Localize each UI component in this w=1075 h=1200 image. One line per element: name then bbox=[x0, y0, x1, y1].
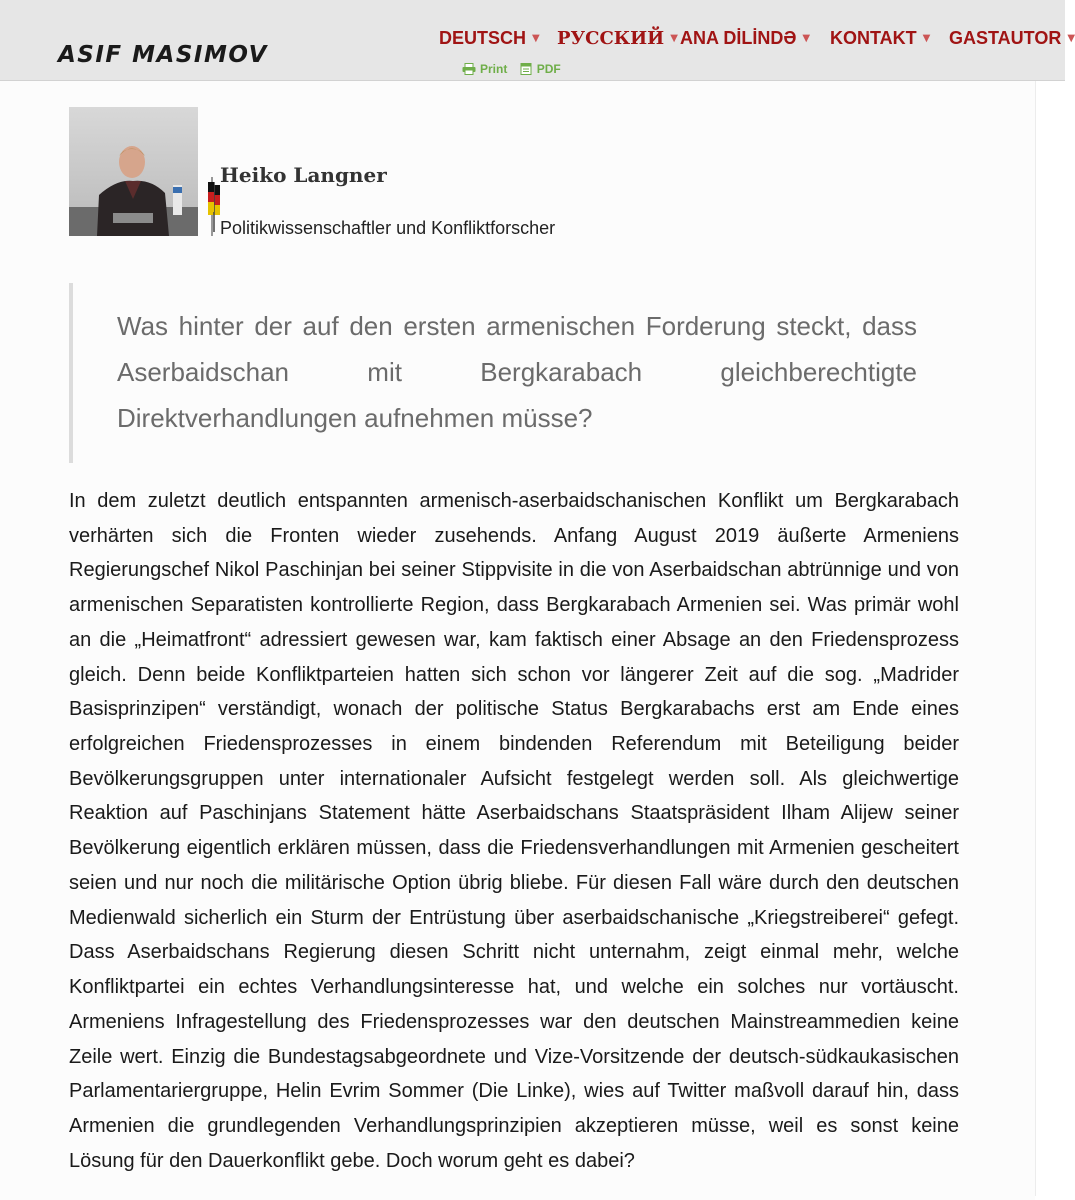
pdf-label: PDF bbox=[536, 62, 561, 76]
pdf-button[interactable] bbox=[519, 62, 561, 76]
dropdown-caret-icon: ▼ bbox=[802, 33, 811, 44]
page-scroll-gutter bbox=[1035, 81, 1066, 1196]
site-logo[interactable]: ASIF MASIMOV bbox=[58, 42, 268, 68]
nav-item-label: KONTAKT bbox=[830, 28, 917, 48]
print-button[interactable] bbox=[462, 62, 511, 76]
nav-item-gastautor[interactable] bbox=[949, 28, 1075, 49]
printer-icon bbox=[462, 63, 476, 75]
nav-item-russian[interactable] bbox=[557, 28, 678, 49]
nav-item-ana-dilinde[interactable] bbox=[680, 28, 810, 49]
nav-item-label: GASTAUTOR bbox=[949, 28, 1062, 48]
author-role: Politikwissenschaftler und Konfliktforscher bbox=[220, 218, 556, 238]
lead-quote-text: Was hinter der auf den ersten armenischen Forderung steckt, dass Aserbaidschan mit Bergkarabach gleichberechtigte Direktverhandlungen aufnehmen müsse? bbox=[117, 311, 917, 433]
nav-item-deutsch[interactable] bbox=[439, 28, 540, 49]
lead-blockquote bbox=[69, 283, 916, 463]
nav-item-label: РУССКИЙ bbox=[557, 28, 665, 49]
print-pdf-links bbox=[462, 62, 569, 76]
author-name[interactable]: Heiko Langner bbox=[220, 163, 387, 187]
dropdown-caret-icon: ▼ bbox=[532, 33, 540, 44]
dropdown-caret-icon: ▼ bbox=[1067, 33, 1075, 44]
pdf-icon bbox=[519, 63, 533, 75]
dropdown-caret-icon: ▼ bbox=[922, 33, 931, 44]
site-header bbox=[0, 0, 1075, 81]
author-avatar bbox=[69, 107, 198, 236]
nav-item-label: ANA DİLİNDƏ bbox=[680, 28, 797, 48]
author-photo bbox=[69, 107, 198, 236]
nav-item-label: DEUTSCH bbox=[439, 28, 527, 48]
nav-item-kontakt[interactable] bbox=[830, 28, 930, 49]
print-label: Print bbox=[480, 62, 508, 76]
dropdown-caret-icon: ▼ bbox=[670, 33, 678, 44]
article-body-paragraph: In dem zuletzt deutlich entspannten armenisch-aserbaidschanischen Konflikt um Bergkarabach verhärten sich die Fronten wieder zusehends. Anfang August 2019 äußerte Armeniens Regierungschef Nikol Paschinjan bei seiner Stippvisite in die von Aserbaidschan abtrünnige und von armenischen Separatisten kontrollierte Region, dass Bergkarabach Armenien sei. Was primär wohl an die „Heimatfront“ adressiert gewesen war, kam faktisch einer Absage an den Friedensprozess gleich. Denn beide Konfliktparteien hatten sich schon vor längerer Zeit auf die sog. „Madrider Basisprinzipen“ verständigt, wonach der politische Status Bergkarabachs erst am Ende eines erfolgreichen Friedensprozesses in einem bindenden Referendum mit Beteiligung beider Bevölkerungsgruppen unter internationaler Aufsicht festgelegt werden soll. Als gleichwertige Reaktion auf Paschinjans Statement hätte Aserbaidschans Staatspräsident Ilham Alijew seiner Bevölkerung eigentlich erklären müssen, dass die Friedensverhandlungen mit Armenien gescheitert seien und nur noch die militärische Option übrig bliebe. Für diesen Fall wäre durch den deutschen Medienwald sicherlich ein Sturm der Entrüstung über aserbaidschanische „Kriegstreiberei“ gefegt. Dass Aserbaidschans Regierung diesen Schritt nicht unternahm, zeigt einmal mehr, welche Konfliktpartei ein echtes Verhandlungsinteresse hat, und welche ein solches nur vortäuscht. Armeniens Infragestellung des Friedensprozesses war den deutschen Mainstreammedien keine Zeile wert. Einzig die Bundestagsabgeordnete und Vize-Vorsitzende der deutsch-südkaukasischen Parlamentariergruppe, Helin Evrim Sommer (Die Linke), wies auf Twitter maßvoll darauf hin, dass Armenien die grundlegenden Verhandlungsprinzipien akzeptieren müsse, weil es sonst keine Lösung für den Dauerkonflikt gebe. Doch worum geht es dabei? bbox=[69, 490, 959, 1172]
